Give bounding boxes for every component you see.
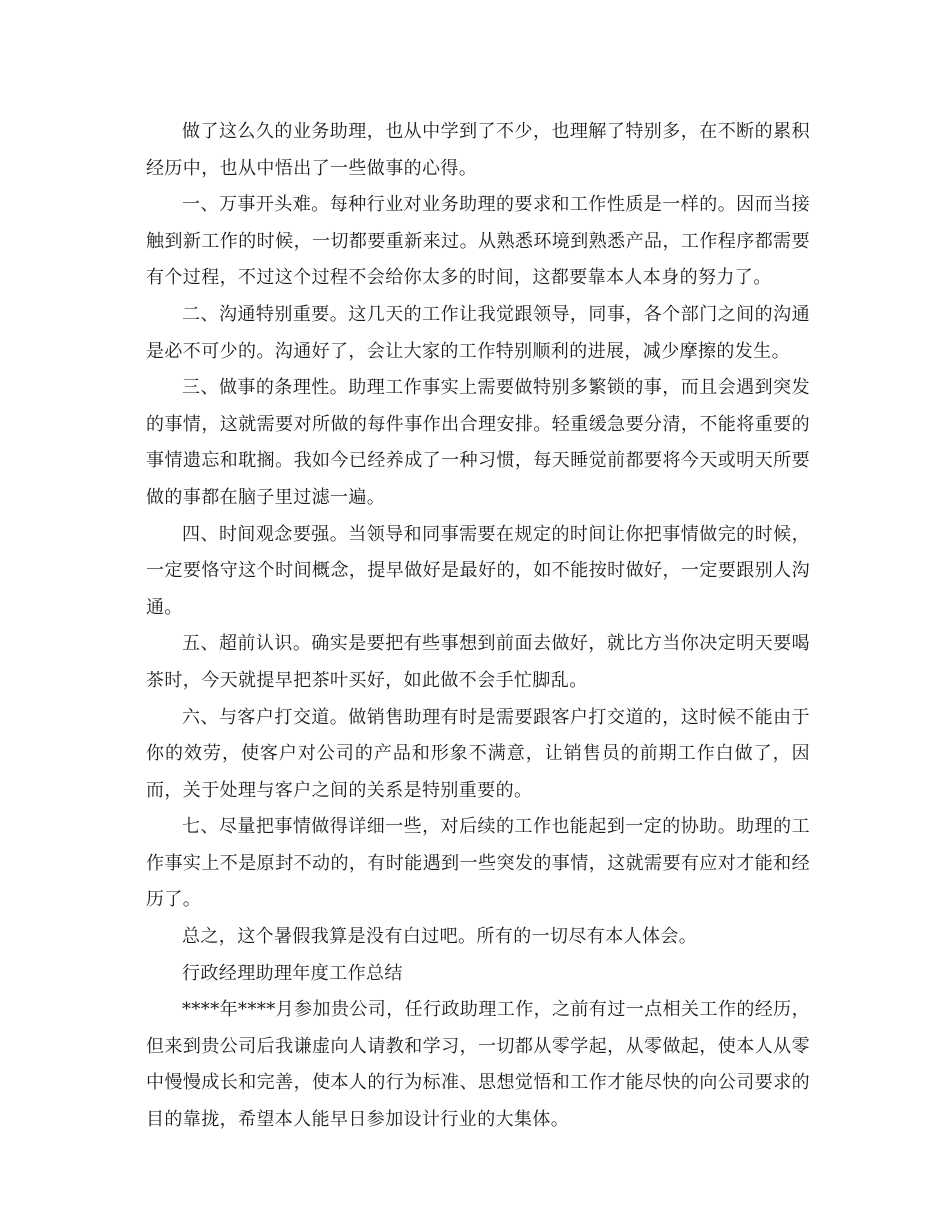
paragraph-conclusion: 总之，这个暑假我算是没有白过吧。所有的一切尽有本人体会。 (182, 926, 698, 948)
paragraph-point-1: 一、万事开头难。每种行业对业务助理的要求和工作性质是一样的。因而当接触到新工作的时候，一切都要重新来过。从熟悉环境到熟悉产品，工作程序都需要有个过程，不过这个过程不会给你太多的时间，这都要靠本人本身的努力了。 (146, 194, 810, 289)
document-body (146, 114, 810, 1139)
paragraph-point-7: 七、尽量把事情做得详细一些，对后续的工作也能起到一定的协助。助理的工作事实上不是原封不动的，有时能遇到一些突发的事情，这就需要有应对才能和经历了。 (146, 816, 810, 911)
paragraph-point-3: 三、做事的条理性。助理工作事实上需要做特别多繁锁的事，而且会遇到突发的事情，这就需要对所做的每件事作出合理安排。轻重缓急要分清，不能将重要的事情遗忘和耽搁。我如今已经养成了一种习惯，每天睡觉前都要将今天或明天所要做的事都在脑子里过滤一遍。 (146, 377, 810, 508)
paragraph-point-6: 六、与客户打交道。做销售助理有时是需要跟客户打交道的，这时候不能由于你的效劳，使客户对公司的产品和形象不满意，让销售员的前期工作白做了，因而，关于处理与客户之间的关系是特别重要的。 (146, 706, 810, 801)
section-heading: 行政经理助理年度工作总结 (182, 962, 403, 984)
paragraph-point-2: 二、沟通特别重要。这几天的工作让我觉跟领导，同事，各个部门之间的沟通是必不可少的。沟通好了，会让大家的工作特别顺利的进展，减少摩擦的发生。 (146, 303, 810, 362)
paragraph-intro: 做了这么久的业务助理，也从中学到了不少，也理解了特别多，在不断的累积经历中，也从中悟出了一些做事的心得。 (146, 121, 810, 179)
paragraph-point-4: 四、时间观念要强。当领导和同事需要在规定的时间让你把事情做完的时候，一定要恪守这个时间概念，提早做好是最好的，如不能按时做好，一定要跟别人沟通。 (146, 523, 810, 618)
paragraph-point-5: 五、超前认识。确实是要把有些事想到前面去做好，就比方当你决定明天要喝茶时，今天就提早把茶叶买好，如此做不会手忙脚乱。 (146, 633, 810, 691)
paragraph-summary: ****年****月参加贵公司，任行政助理工作，之前有过一点相关工作的经历，但来到贵公司后我谦虚向人请教和学习，一切都从零学起，从零做起，使本人从零中慢慢成长和完善，使本人的行为标准、思想觉悟和工作才能尽快的向公司要求的目的靠拢，希望本人能早日参加设计行业的大集体。 (146, 999, 810, 1131)
